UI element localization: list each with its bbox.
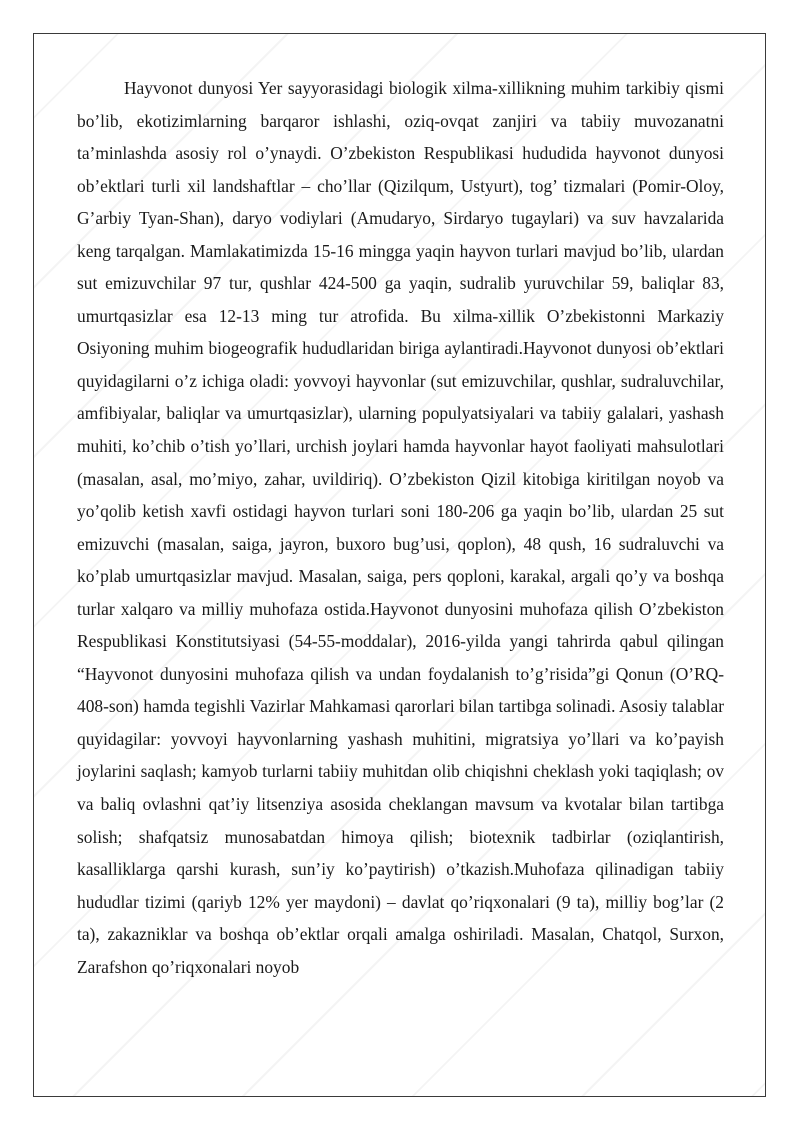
body-paragraph: Hayvonot dunyosi Yer sayyorasidagi biologik xilma-xillikning muhim tarkibiy qismi bo’lib, ekotizimlarning barqaror ishlashi, oziq-ovqat zanjiri va tabiiy muvozanatni ta’minlashda asosiy rol o’ynaydi. O’zbekiston Respublikasi hududida hayvonot dunyosi ob’ektlari turli xil landshaftlar – cho’llar (Qizilqum, Ustyurt), tog’ tizmalari (Pomir-Oloy, G’arbiy Tyan-Shan), daryo vodiylari (Amudaryo, Sirdaryo tugaylari) va suv havzalarida keng tarqalgan. Mamlakatimizda 15-16 mingga yaqin hayvon turlari mavjud bo’lib, ulardan sut emizuvchilar 97 tur, qushlar 424-500 ga yaqin, sudralib yuruvchilar 59, baliqlar 83, umurtqasizlar esa 12-13 ming tur atrofida. Bu xilma-xillik O’zbekistonni Markaziy Osiyoning muhim biogeografik hududlaridan biriga aylantiradi.Hayvonot dunyosi ob’ektlari quyidagilarni o’z ichiga oladi: yovvoyi hayvonlar (sut emizuvchilar, qushlar, sudraluvchilar, amfibiyalar, baliqlar va umurtqasizlar), ularning populyatsiyalari va tabiiy galalari, yashash muhiti, ko’chib o’tish yo’llari, urchish joylari hamda hayvonlar hayot faoliyati mahsulotlari (masalan, asal, mo’miyo, zahar, uvildiriq). O’zbekiston Qizil kitobiga kiritilgan noyob va yo’qolib ketish xavfi ostidagi hayvon turlari soni 180-206 ga yaqin bo’lib, ulardan 25 sut emizuvchi (masalan, saiga, jayron, buxoro bug’usi, qoplon), 48 qush, 16 sudraluvchi va ko’plab umurtqasizlar mavjud. Masalan, saiga, pers qoploni, karakal, argali qo’y va boshqa turlar xalqaro va milliy muhofaza ostida.Hayvonot dunyosini muhofaza qilish O’zbekiston Respublikasi Konstitutsiyasi (54-55-moddalar), 2016-yilda yangi tahrirda qabul qilingan “Hayvonot dunyosini muhofaza qilish va undan foydalanish to’g’risida”gi Qonun (O’RQ-408-son) hamda tegishli Vazirlar Mahkamasi qarorlari bilan tartibga solinadi. Asosiy talablar quyidagilar: yovvoyi hayvonlarning yashash muhitini, migratsiya yo’llari va ko’payish joylarini saqlash; kamyob turlarni tabiiy muhitdan olib chiqishni cheklash yoki taqiqlash; ov va baliq ovlashni qat’iy litsenziya asosida cheklangan mavsum va kvotalar bilan tartibga solish; shafqatsiz munosabatdan himoya qilish; biotexnik tadbirlar (oziqlantirish, kasalliklarga qarshi kurash, sun’iy ko’paytirish) o’tkazish.Muhofaza qilinadigan tabiiy hududlar tizimi (qariyb 12% yer maydoni) – davlat qo’riqxonalari (9 ta), milliy bog’lar (2 ta), zakazniklar va boshqa ob’ektlar orqali amalga oshiriladi. Masalan, Chatqol, Surxon, Zarafshon qo’riqxonalari noyob <box>77 78 724 977</box>
